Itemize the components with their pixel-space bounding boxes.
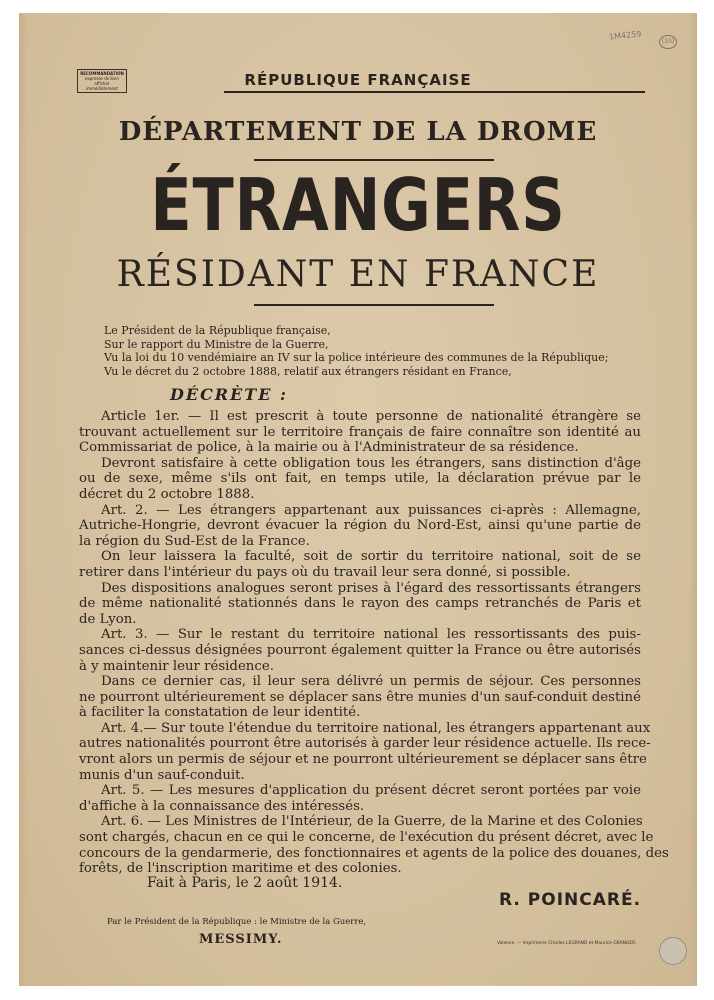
republique-heading: RÉPUBLIQUE FRANÇAISE bbox=[244, 71, 472, 89]
recommandation-title: RECOMMANDATION bbox=[80, 71, 124, 76]
decree-line: Art. 3. — Sur le restant du territoire national les ressortissants des puis- bbox=[101, 627, 641, 643]
decree-line: décret du 2 octobre 1888. bbox=[79, 486, 255, 502]
preamble-line: Le Président de la République française, bbox=[104, 324, 331, 337]
decree-line: à y maintenir leur résidence. bbox=[79, 658, 274, 674]
decree-line: de même nationalité stationnés dans le rayon des camps retranchés de Paris et bbox=[79, 596, 641, 612]
decree-line: Devront satisfaire à cette obligation tous les étrangers, sans distinction d'âge bbox=[101, 455, 641, 471]
decree-line: Art. 5. — Les mesures d'application du présent décret seront portées par voie bbox=[101, 783, 641, 799]
countersign-line: Par le Président de la République : le Ministre de la Guerre, bbox=[107, 917, 367, 927]
decree-line: Art. 2. — Les étrangers appartenant aux puissances ci-après : Allemagne, bbox=[101, 502, 641, 518]
date-line: Fait à Paris, le 2 août 1914. bbox=[147, 875, 343, 891]
decree-body bbox=[79, 409, 669, 877]
decree-line: ou de sexe, même s'ils ont fait, en temps utile, la déclaration prévue par le bbox=[79, 471, 641, 487]
poster bbox=[19, 13, 697, 986]
decree-line: concours de la gendarmerie, des fonctionnaires et agents de la police des douanes, des bbox=[79, 845, 669, 861]
decree-line: Des dispositions analogues seront prises à l'égard des ressortissants étrangers bbox=[101, 580, 641, 596]
decree-line: d'affiche à la connaissance des intéressés. bbox=[79, 798, 365, 814]
decree-line: à faciliter la constatation de leur identité. bbox=[79, 705, 361, 721]
decree-line: la région du Sud-Est de la France. bbox=[79, 533, 310, 549]
signature: R. POINCARÉ. bbox=[499, 890, 642, 910]
decree-line: Art. 4.— Sur toute l'étendue du territoire national, les étrangers appartenant aux bbox=[101, 720, 651, 736]
archive-note: 1M4259 bbox=[608, 29, 642, 42]
decrete-heading: DÉCRÈTE : bbox=[170, 385, 288, 404]
decree-line: forêts, de l'inscription maritime et des colonies. bbox=[79, 861, 402, 877]
preamble-line: Sur le rapport du Ministre de la Guerre, bbox=[104, 337, 329, 351]
rule-under-subtitle bbox=[254, 304, 494, 306]
preamble bbox=[104, 324, 608, 378]
rule-under-departement bbox=[254, 159, 494, 161]
paper-edge-right bbox=[689, 13, 697, 986]
decree-line: munis d'un sauf-conduit. bbox=[79, 767, 245, 783]
decree-line: ne pourront ultérieurement se déplacer sans être munies d'un sauf-conduit destiné bbox=[79, 689, 641, 705]
archive-mark: (10) bbox=[659, 35, 677, 49]
decree-line: Art. 6. — Les Ministres de l'Intérieur, de la Guerre, de la Marine et des Colonies bbox=[101, 814, 643, 830]
poster-title: ÉTRANGERS bbox=[150, 163, 566, 247]
decree-line: Dans ce dernier cas, il leur sera délivré un permis de séjour. Ces personnes bbox=[101, 674, 641, 690]
decree-line: vront alors un permis de séjour et ne pourront ultérieurement se déplacer sans être bbox=[79, 752, 647, 768]
minister-name: MESSIMY. bbox=[199, 932, 283, 947]
decree-line: sances ci-dessus désignées pourront également quitter la France ou être autorisés bbox=[79, 642, 641, 658]
poster-subtitle: RÉSIDANT EN FRANCE bbox=[116, 254, 600, 295]
recommandation-text: expresse de bien afficher immédiatement bbox=[84, 76, 120, 91]
decree-line: retirer dans l'intérieur du pays où du travail leur sera donné, si possible. bbox=[79, 564, 571, 580]
paper-edge-left bbox=[19, 13, 27, 986]
decree-line: sont chargés, chacun en ce qui le concerne, de l'exécution du présent décret, avec le bbox=[79, 830, 654, 846]
printer-line: Valence. — Imprimerie Charles LEGRAND et Maurice GRANGER. bbox=[497, 941, 637, 946]
decree-line: trouvant actuellement sur le territoire français de faire connaître son identité au bbox=[79, 424, 641, 440]
decree-line: de Lyon. bbox=[79, 611, 137, 627]
decree-line: Commissariat de police, à la mairie ou à l'Administrateur de sa résidence. bbox=[79, 440, 579, 456]
top-rule bbox=[224, 91, 645, 93]
decree-line: On leur laissera la faculté, soit de sortir du territoire national, soit de se bbox=[101, 549, 641, 565]
decree-line: Autriche-Hongrie, devront évacuer la région du Nord-Est, ainsi qu'une partie de bbox=[79, 518, 641, 534]
decree-line: autres nationalités pourront être autorisés à garder leur résidence actuelle. Ils rece- bbox=[79, 736, 651, 752]
library-stamp bbox=[659, 937, 687, 965]
preamble-line: Vu le décret du 2 octobre 1888, relatif aux étrangers résidant en France, bbox=[104, 364, 512, 378]
preamble-line: Vu la loi du 10 vendémiaire an IV sur la police intérieure des communes de la République; bbox=[104, 351, 609, 365]
departement-heading: DÉPARTEMENT DE LA DROME bbox=[118, 117, 598, 147]
decree-line: Article 1er. — Il est prescrit à toute personne de nationalité étrangère se bbox=[101, 409, 641, 424]
